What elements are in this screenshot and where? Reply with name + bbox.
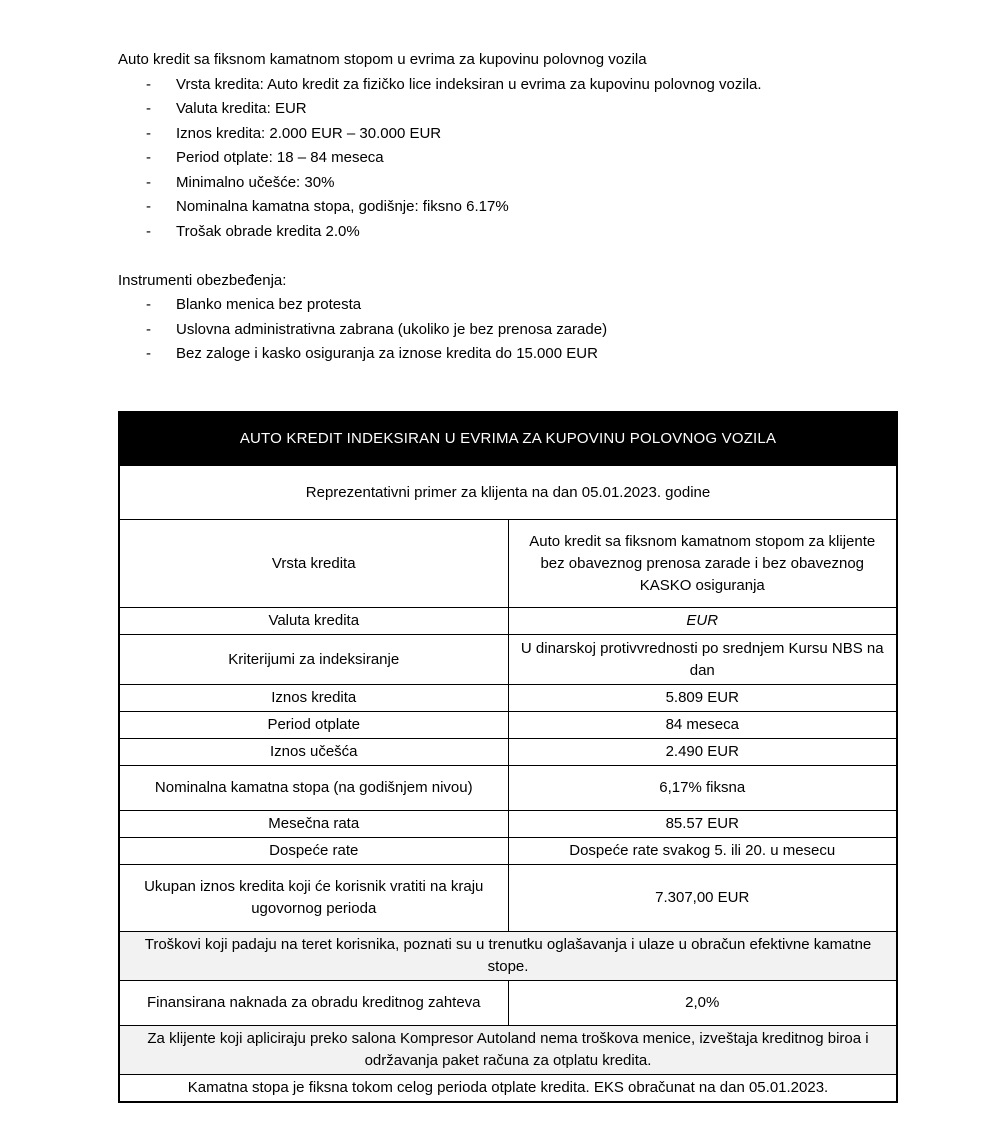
row-value: 5.809 EUR bbox=[508, 685, 897, 712]
list-item: - Vrsta kredita: Auto kredit za fizičko lice indeksiran u evrima za kupovinu polovnog vozila. bbox=[118, 73, 898, 98]
table-row bbox=[119, 685, 897, 712]
row-value: 85.57 EUR bbox=[508, 811, 897, 838]
table-row bbox=[119, 712, 897, 739]
kompresor-note-row bbox=[119, 1026, 897, 1075]
row-value: U dinarskoj protivvrednosti po srednjem Kursu NBS na dan bbox=[508, 635, 897, 685]
row-value: EUR bbox=[508, 608, 897, 635]
row-label: Nominalna kamatna stopa (na godišnjem nivou) bbox=[119, 766, 508, 811]
fixed-rate-note-row bbox=[119, 1075, 897, 1103]
document-page bbox=[118, 48, 898, 1103]
row-label: Mesečna rata bbox=[119, 811, 508, 838]
row-value: 84 meseca bbox=[508, 712, 897, 739]
kompresor-note: Za klijente koji apliciraju preko salona Kompresor Autoland nema troškova menice, izveštaja kreditnog biroa i održavanja paket računa za otplatu kredita. bbox=[119, 1026, 897, 1075]
row-value: Dospeće rate svakog 5. ili 20. u mesecu bbox=[508, 838, 897, 865]
fixed-rate-note: Kamatna stopa je fiksna tokom celog perioda otplate kredita. EKS obračunat na dan 05.01.2023. bbox=[119, 1075, 897, 1103]
intro-title: Auto kredit sa fiksnom kamatnom stopom u evrima za kupovinu polovnog vozila bbox=[118, 51, 647, 68]
table-title: AUTO KREDIT INDEKSIRAN U EVRIMA ZA KUPOVINU POLOVNOG VOZILA bbox=[119, 412, 897, 466]
row-value: Auto kredit sa fiksnom kamatnom stopom za klijente bez obaveznog prenosa zarade i bez obaveznog KASKO osiguranja bbox=[508, 520, 897, 608]
row-label: Vrsta kredita bbox=[119, 520, 508, 608]
costs-note-row bbox=[119, 932, 897, 981]
list-item: - Period otplate: 18 – 84 meseca bbox=[118, 146, 898, 171]
table-row bbox=[119, 520, 897, 608]
table-row bbox=[119, 635, 897, 685]
row-label: Period otplate bbox=[119, 712, 508, 739]
list-item: - Valuta kredita: EUR bbox=[118, 97, 898, 122]
list-item: - Nominalna kamatna stopa, godišnje: fiksno 6.17% bbox=[118, 195, 898, 220]
row-value: 6,17% fiksna bbox=[508, 766, 897, 811]
list-item: - Bez zaloge i kasko osiguranja za iznose kredita do 15.000 EUR bbox=[118, 342, 898, 367]
row-label: Kriterijumi za indeksiranje bbox=[119, 635, 508, 685]
table-row bbox=[119, 838, 897, 865]
row-label: Valuta kredita bbox=[119, 608, 508, 635]
table-subtitle: Reprezentativni primer za klijenta na dan 05.01.2023. godine bbox=[119, 466, 897, 520]
row-value: 7.307,00 EUR bbox=[508, 865, 897, 932]
table-row bbox=[119, 739, 897, 766]
row-label: Finansirana naknada za obradu kreditnog zahteva bbox=[119, 981, 508, 1026]
table-row bbox=[119, 811, 897, 838]
list-item: - Minimalno učešće: 30% bbox=[118, 171, 898, 196]
table-subtitle-row bbox=[119, 466, 897, 520]
list-item: - Blanko menica bez protesta bbox=[118, 293, 898, 318]
blank-line bbox=[118, 244, 898, 269]
table-row bbox=[119, 766, 897, 811]
intro-bullet-list bbox=[118, 73, 898, 245]
row-label: Iznos kredita bbox=[119, 685, 508, 712]
list-item: - Uslovna administrativna zabrana (ukoliko je bez prenosa zarade) bbox=[118, 318, 898, 343]
row-label: Iznos učešća bbox=[119, 739, 508, 766]
row-value: 2,0% bbox=[508, 981, 897, 1026]
list-item: - Iznos kredita: 2.000 EUR – 30.000 EUR bbox=[118, 122, 898, 147]
credit-offer-table bbox=[118, 411, 898, 1104]
costs-note: Troškovi koji padaju na teret korisnika, poznati su u trenutku oglašavanja i ulaze u obračun efektivne kamatne stope. bbox=[119, 932, 897, 981]
table-row bbox=[119, 608, 897, 635]
row-value: 2.490 EUR bbox=[508, 739, 897, 766]
collateral-title: Instrumenti obezbeđenja: bbox=[118, 271, 287, 289]
table-row bbox=[119, 865, 897, 932]
collateral-bullet-list bbox=[118, 293, 898, 367]
row-label: Ukupan iznos kredita koji će korisnik vratiti na kraju ugovornog perioda bbox=[119, 865, 508, 932]
table-row bbox=[119, 981, 897, 1026]
row-label: Dospeće rate bbox=[119, 838, 508, 865]
list-item: - Trošak obrade kredita 2.0% bbox=[118, 220, 898, 245]
table-header-row bbox=[119, 412, 897, 466]
